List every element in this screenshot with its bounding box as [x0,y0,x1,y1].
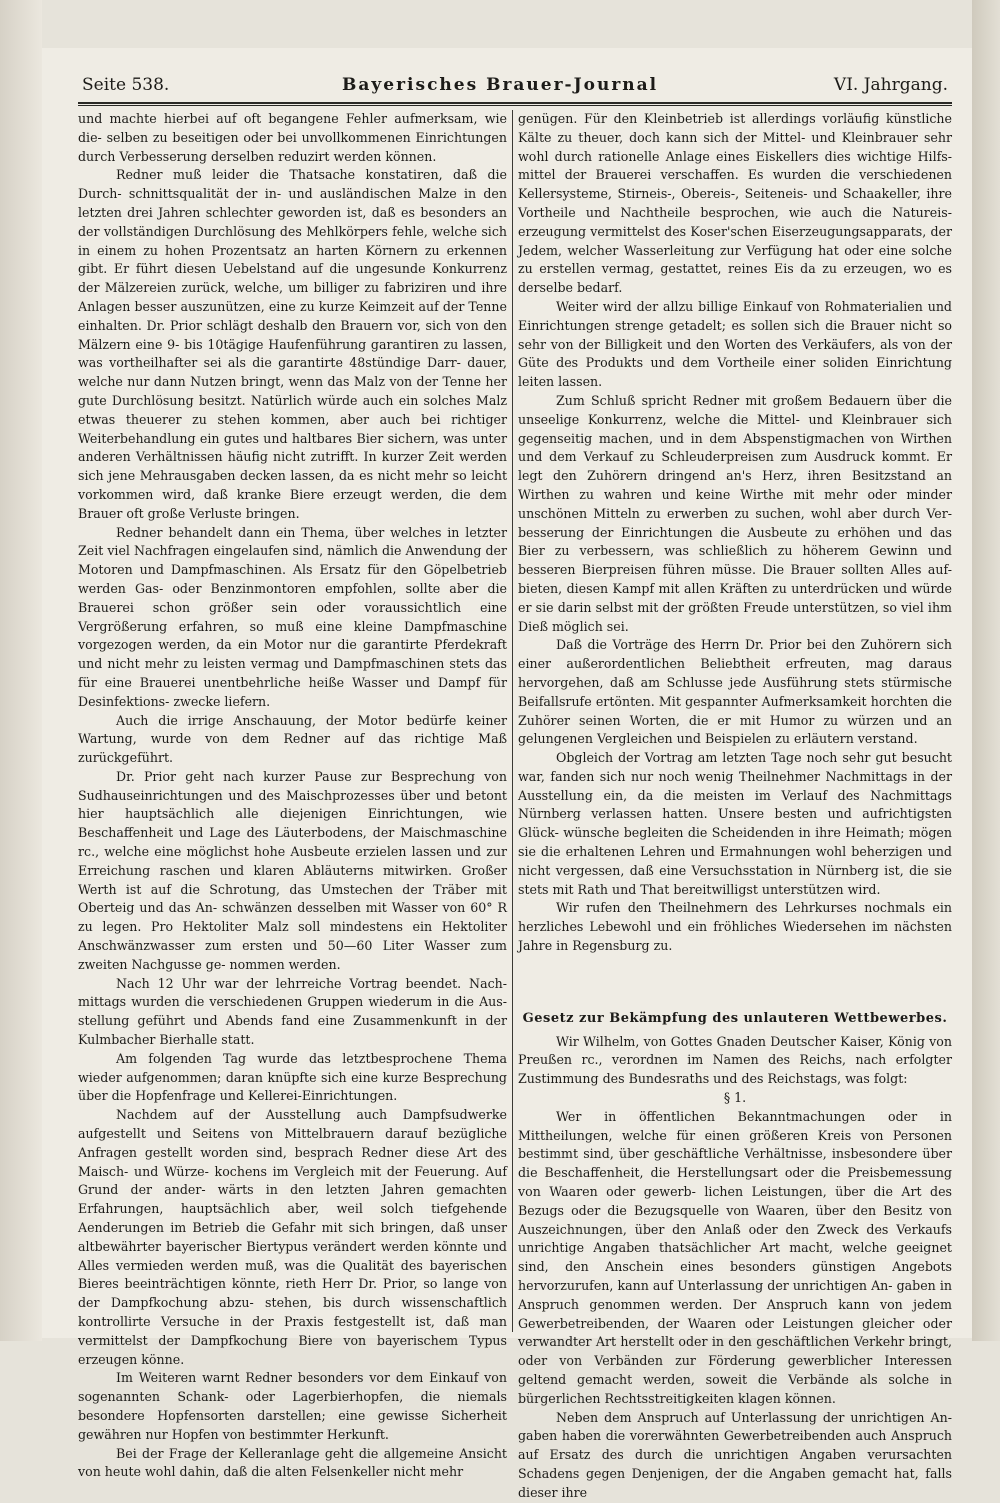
law-preamble: Wir Wilhelm, von Gottes Gnaden Deutscher Kaiser, König von Preußen rc., verordnen im Namen des Reichs, nach erfolgter Zustimmung des Bundesraths und des Reichstags, was folgt: [518,1033,952,1087]
paragraph: Im Weiteren warnt Redner besonders vor dem Einkauf von sogenannten Schank- oder Lagerbierhopfen, die niemals besondere Hopfensorten darstellen; eine gewisse Sicherheit gewähren nur Hopfen von bestimmter Herkunft. [78,1370,507,1442]
column-divider [512,110,513,1332]
law-heading: Gesetz zur Bekämpfung des unlauteren Wettbewerbes. [522,1010,948,1026]
paragraph: Nachdem auf der Ausstellung auch Dampfsudwerke aufgestellt und Seitens von Mittelbrauern darauf bezügliche Anfragen gestellt worden sind, besprach Redner diese Art des Maisch- und Würze- kochens im Vergleich mit der Feuerung. Auf Grund der ander- wärts in den letzten Jahren gemachten Erfahrungen, hauptsächlich aber, weil solch tiefgehende Aenderungen im Betrieb die Gefahr mit sich bringen, daß unser altbewährter bayerischer Biertypus verändert werden könnte und Alles vermieden werden muß, was die Qualität des bayerischen Bieres beeinträchtigen könnte, rieth Herr Dr. Prior, so lange von der Dampfkochung abzu- stehen, bis durch wissenschaftlich kontrollirte Versuche in der Praxis festgestellt ist, daß man vermittelst der Dampfkochung Biere von bayerischem Typus erzeugen könne. [78,1107,507,1367]
volume-year: VI. Jahrgang. [833,75,948,95]
paragraph: Obgleich der Vortrag am letzten Tage noch sehr gut besucht war, fanden sich nur noch wenig Theilnehmer Nachmittags in der Ausstellung ein, da die meisten im Verlauf des Nachmittags Nürnberg verlassen hatten. Unsere besten und aufrichtigsten Glück- wünsche begleiten die Scheidenden in ihre Heimath; mögen sie die erhaltenen Lehren und Ermahnungen wohl beherzigen und nicht vergessen, daß eine Versuchsstation in Nürnberg ist, die sie stets mit Rath und That bereitwilligst unterstützen wird. [518,750,952,897]
section-gap [518,956,952,1008]
law-paragraph: Wer in öffentlichen Bekanntmachungen oder in Mittheilungen, welche für einen größeren Kreis von Personen bestimmt sind, über geschäftliche Verhältnisse, insbesondere über die Beschaffenheit, die Herstellungsart oder die Preisbemessung von Waaren oder gewerb- lichen Leistungen, über die Art des Bezugs oder die Bezugsquelle von Waaren, über den Besitz von Auszeichnungen, über den Anlaß oder den Zweck des Verkaufs unrichtige Angaben thatsächlicher Art macht, welche geeignet sind, den Anschein eines besonders günstigen Angebots hervorzurufen, kann auf Unterlassung der unrichtigen An- gaben in Anspruch genommen werden. Der Anspruch kann von jedem Gewerbetreibenden, der Waaren oder Leistungen gleicher oder verwandter Art herstellt oder in den geschäftlichen Verkehr bringt, oder von Verbänden zur Förderung gewerblicher Interessen geltend gemacht werden, soweit die Verbände als solche in bürgerlichen Rechtsstreitigkeiten klagen können. [518,1108,952,1406]
page-number: Seite 538. [82,75,170,95]
header-rule-thin [78,105,952,106]
paragraph: Wir rufen den Theilnehmern des Lehrkurses nochmals ein herzliches Lebewohl und ein fröhliches Wiedersehen im nächsten Jahre in Regensburg zu. [518,900,952,954]
paragraph: Am folgenden Tag wurde das letztbesprochene Thema wieder aufgenommen; daran knüpfte sich eine kurze Besprechung über die Hopfenfrage und Kellerei-Einrichtungen. [78,1050,507,1104]
running-header [82,74,948,98]
paragraph: Redner muß leider die Thatsache konstatiren, daß die Durch- schnittsqualität der in- und ausländischen Malze in den letzten drei Jahren schlechter geworden ist, daß es besonders an der vollständigen Durchlösung des Mehlkörpers fehle, welche sich in einem zu hohen Prozentsatz an harten Körnern zu erkennen gibt. Er führt diesen Uebelstand auf die ungesunde Konkurrenz der Mälzereien zurück, welche, um billiger zu fabriziren und ihre Anlagen besser auszunützen, eine zu kurze Keimzeit auf der Tenne einhalten. Dr. Prior schlägt deshalb den Brauern vor, sich von den Mälzern eine 9- bis 10tägige Haufenführung garantiren zu lassen, was vortheilhafter sei als die garantirte 48stündige Darr- dauer, welche nur dann Nutzen bringt, wenn das Malz von der Tenne her gute Durchlösung besitzt. Natürlich würde auch ein solches Malz etwas theuerer zu stehen kommen, aber auch bei richtiger Weiterbehandlung ein gutes und haltbares Bier sichern, was unter anderen Verhältnissen häufig nicht zutrifft. In kurzer Zeit werden sich jene Mehrausgaben decken lassen, da es nicht mehr so leicht vorkommen wird, daß kranke Biere erzeugt werden, die dem Brauer oft große Verluste bringen. [78,167,507,521]
scan-left-edge [0,0,42,1341]
paragraph: genügen. Für den Kleinbetrieb ist allerdings vorläufig künstliche Kälte zu theuer, doch kann sich der Mittel- und Kleinbrauer sehr wohl durch rationelle Anlage eines Eiskellers dies wichtige Hilfs- mittel der Brauerei verschaffen. Es wurden die verschiedenen Kellersysteme, Stirneis-, Obereis-, Seiteneis- und Schaakeller, ihre Vortheile und Nachtheile besprochen, wie auch die Natureis- erzeugung vermittelst des Koser'schen Eiserzeugungsapparats, der Jedem, welcher Wasserleitung zur Verfügung hat oder eine solche zu erstellen vermag, gestattet, reines Eis da zu erzeugen, wo es derselbe bedarf. [518,111,952,296]
paragraph: Nach 12 Uhr war der lehrreiche Vortrag beendet. Nach- mittags wurden die verschiedenen Gruppen wiederum in die Aus- stellung geführt und Abends fand eine Zusammenkunft in der Kulmbacher Bierhalle statt. [78,975,507,1048]
paragraph: Auch die irrige Anschauung, der Motor bedürfe keiner Wartung, wurde von dem Redner auf das richtige Maß zurückgeführt. [78,712,507,766]
right-column [518,110,952,1500]
paragraph: Daß die Vorträge des Herrn Dr. Prior bei den Zuhörern sich einer außerordentlichen Beliebtheit erfreuten, mag daraus hervorgehen, daß am Schlusse jede Ausführung stets stürmische Beifallsrufe ertönten. Mit gespannter Aufmerksamkeit horchten die Zuhörer seinen Worten, die er mit Humor zu würzen und an gelungenen Vergleichen und Beispielen zu erläutern verstand. [518,637,952,747]
paragraph: Weiter wird der allzu billige Einkauf von Rohmaterialien und Einrichtungen strenge getadelt; es sollen sich die Brauer nicht so sehr von der Billigkeit und den Worten des Verkäufers, als von der Güte des Produkts und dem Vortheile einer soliden Einrichtung leiten lassen. [518,298,952,390]
paragraph: Dr. Prior geht nach kurzer Pause zur Besprechung von Sudhauseinrichtungen und des Maischprozesses über und betont hier hauptsächlich alle diejenigen Einrichtungen, wie Beschaffenheit und Lage des Läuterbodens, der Maischmaschine rc., welche eine möglichst hohe Ausbeute erzielen lassen und zur Erreichung raschen und klaren Abläuterns mitwirken. Großer Werth ist auf die Schrotung, das Umstechen der Träber mit Oberteig und das An- schwänzen desselben mit Wasser von 60° R zu legen. Pro Hektoliter Malz soll mindestens ein Hektoliter Anschwänzwasser zum ersten und 50—60 Liter Wasser zum zweiten Nachgusse ge- nommen werden. [78,768,507,972]
paragraph: Zum Schluß spricht Redner mit großem Bedauern über die unseelige Konkurrenz, welche die Mittel- und Kleinbrauer sich gegenseitig machen, und in dem Abspenstigmachen von Wirthen und dem Verkauf zu Schleuderpreisen zum Ausdruck kommt. Er legt den Zuhörern dringend an's Herz, ihren Besitzstand an Wirthen zu wahren und keine Wirthe mit mehr oder minder unschönen Mitteln zu erwerben zu suchen, wohl aber durch Ver- besserung der Einrichtungen die Ausbeute zu erhöhen und das Bier zu verbessern, was schließlich zu höherem Gewinn und besseren Bierpreisen führen müsse. Die Brauer sollten Alles auf- bieten, diesen Kampf mit allen Kräften zu unterdrücken und würde er sie darin selbst mit der größten Freude unterstützen, so viel ihm Dieß möglich sei. [518,392,952,634]
journal-title: Bayerisches Brauer-Journal [342,75,659,95]
paragraph: Redner behandelt dann ein Thema, über welches in letzter Zeit viel Nachfragen eingelaufen sind, nämlich die Anwendung der Motoren und Dampfmaschinen. Als Ersatz für den Göpelbetrieb werden Gas- oder Benzinmontoren empfohlen, sollte aber die Brauerei schon größer sein oder voraussichtlich eine Vergrößerung erfahren, so muß eine kleine Dampfmaschine vorgezogen werden, da ein Motor nur die garantirte Pferdekraft und nicht mehr zu leisten vermag und Dampfmaschinen stets das für eine Brauerei unentbehrliche heiße Wasser und Dampf für Desinfektions- zwecke liefern. [78,524,507,709]
law-paragraph: Neben dem Anspruch auf Unterlassung der unrichtigen An- gaben haben die vorerwähnten Gewerbetreibenden auch Anspruch auf Ersatz des durch die unrichtigen Angaben verursachten Schadens gegen Denjenigen, der die Angaben gemacht hat, falls dieser ihre [518,1409,952,1500]
paragraph: und machte hierbei auf oft begangene Fehler aufmerksam, wie die- selben zu beseitigen oder bei unvollkommenen Einrichtungen durch Verbesserung derselben reduzirt werden können. [78,111,507,164]
section-number: § 1. [723,1090,747,1106]
paragraph: Bei der Frage der Kelleranlage geht die allgemeine Ansicht von heute wohl dahin, daß die alten Felsenkeller nicht mehr [78,1445,507,1480]
scan-right-edge [972,0,1000,1341]
header-rule [78,102,952,104]
left-column [78,110,507,1480]
